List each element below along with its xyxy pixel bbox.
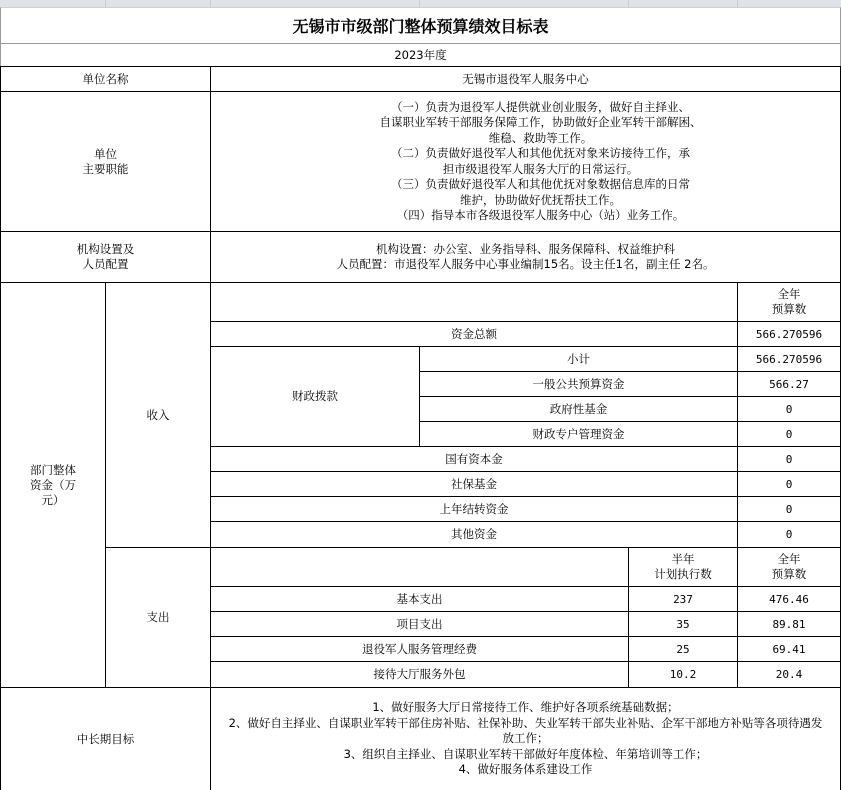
fiscal-row-value: 566.27 xyxy=(737,371,841,397)
fiscal-row-label: 小计 xyxy=(419,346,738,372)
funds-label-line: 资金（万 xyxy=(30,477,76,492)
expense-row-label: 基本支出 xyxy=(210,586,629,612)
total-funds-value: 566.270596 xyxy=(737,321,841,347)
expense-row-label: 退役军人服务管理经费 xyxy=(210,636,629,662)
unit-name-label: 单位名称 xyxy=(0,66,211,92)
expense-row-half: 10.2 xyxy=(628,661,738,688)
goal-line: 3、组织自主择业、自谋职业军转干部做好年度体检、年第培训等工作； xyxy=(343,746,708,761)
functions-line: 自谋职业军转干部服务保障工作，协助做好企业军转干部解困、 xyxy=(379,115,702,129)
table-title: 无锡市市级部门整体预算绩效目标表 xyxy=(0,7,841,44)
expense-row-half: 35 xyxy=(628,611,738,637)
other-funds-label: 上年结转资金 xyxy=(210,496,738,522)
functions-label-line1: 单位 xyxy=(94,146,117,161)
expense-header-half-year xyxy=(628,547,738,587)
functions-content xyxy=(210,91,841,232)
expense-header-half-line1: 半年 xyxy=(671,552,695,566)
expense-row-full: 476.46 xyxy=(737,586,841,612)
expense-label: 支出 xyxy=(105,547,211,688)
long-term-goals-content xyxy=(210,687,841,790)
income-header-annual-line2: 预算数 xyxy=(771,302,807,316)
org-structure: 机构设置：办公室、业务指导科、服务保障科、权益维护科 xyxy=(376,242,675,256)
expense-row-label: 接待大厅服务外包 xyxy=(210,661,629,688)
fiscal-row-value: 0 xyxy=(737,421,841,447)
fiscal-row-label: 一般公共预算资金 xyxy=(419,371,738,397)
org-label-line1: 机构设置及 xyxy=(76,242,135,256)
functions-line: （三）负责做好退役军人和其他优抚对象数据信息库的日常 xyxy=(391,177,690,191)
funds-label-line: 部门整体 xyxy=(30,462,76,477)
functions-label xyxy=(0,91,211,232)
functions-line: 维稳、救助等工作。 xyxy=(488,130,593,145)
functions-line: （二）负责做好退役军人和其他优抚对象来访接待工作，承 xyxy=(391,146,690,160)
other-funds-label: 社保基金 xyxy=(210,471,738,497)
other-funds-value: 0 xyxy=(737,471,841,497)
expense-row-label: 项目支出 xyxy=(210,611,629,637)
functions-line: 担市级退役军人服务大厅的日常运行。 xyxy=(442,161,639,176)
expense-header-annual-line1: 全年 xyxy=(777,552,801,566)
fiscal-row-label: 政府性基金 xyxy=(419,396,738,422)
functions-line: （四）指导本市各级退役军人服务中心（站）业务工作。 xyxy=(396,208,685,222)
org-label xyxy=(0,231,211,283)
unit-name-value: 无锡市退役军人服务中心 xyxy=(210,66,841,92)
funds-label-line: 元） xyxy=(41,492,65,507)
expense-row-full: 20.4 xyxy=(737,661,841,688)
fiscal-row-value: 566.270596 xyxy=(737,346,841,372)
expense-header-blank xyxy=(210,547,629,587)
other-funds-value: 0 xyxy=(737,446,841,472)
functions-line: （一）负责为退役军人提供就业创业服务，做好自主择业、 xyxy=(391,99,690,114)
fiscal-row-value: 0 xyxy=(737,396,841,422)
expense-row-half: 25 xyxy=(628,636,738,662)
long-term-goals-label: 中长期目标 xyxy=(0,687,211,790)
functions-label-line2: 主要职能 xyxy=(82,161,129,176)
other-funds-label: 其他资金 xyxy=(210,521,738,548)
goal-line: 1、做好服务大厅日常接待工作、维护好各项系统基础数据； xyxy=(372,700,679,715)
expense-row-full: 69.41 xyxy=(737,636,841,662)
budget-year: 2023年度 xyxy=(0,43,841,66)
org-label-line2: 人员配置 xyxy=(82,257,129,271)
income-header-annual xyxy=(737,282,841,322)
spreadsheet-column-header-strip xyxy=(0,0,841,7)
org-staffing: 人员配置：市退役军人服务中心事业编制15名。设主任1名，副主任 2名。 xyxy=(336,257,715,271)
goal-line: 放工作； xyxy=(502,731,549,746)
income-label: 收入 xyxy=(105,282,211,548)
other-funds-value: 0 xyxy=(737,521,841,548)
goal-line: 4、做好服务体系建设工作 xyxy=(458,762,593,777)
other-funds-value: 0 xyxy=(737,496,841,522)
functions-line: 维护，协助做好优抚帮扶工作。 xyxy=(460,192,621,207)
total-funds-label: 资金总额 xyxy=(210,321,738,347)
fiscal-allocation-label: 财政拨款 xyxy=(210,346,420,447)
expense-header-annual-line2: 预算数 xyxy=(771,567,807,581)
funds-label xyxy=(0,282,106,688)
fiscal-row-label: 财政专户管理资金 xyxy=(419,421,738,447)
expense-row-full: 89.81 xyxy=(737,611,841,637)
org-content xyxy=(210,231,841,283)
expense-header-annual xyxy=(737,547,841,587)
expense-header-half-line2: 计划执行数 xyxy=(654,567,712,581)
goal-line: 2、做好自主择业、自谋职业军转干部住房补贴、社保补助、失业军转干部失业补贴、企军干部地方补贴等各项待遇发 xyxy=(228,715,823,730)
expense-row-half: 237 xyxy=(628,586,738,612)
income-header-blank xyxy=(210,282,738,322)
other-funds-label: 国有资本金 xyxy=(210,446,738,472)
income-header-annual-line1: 全年 xyxy=(777,287,801,301)
